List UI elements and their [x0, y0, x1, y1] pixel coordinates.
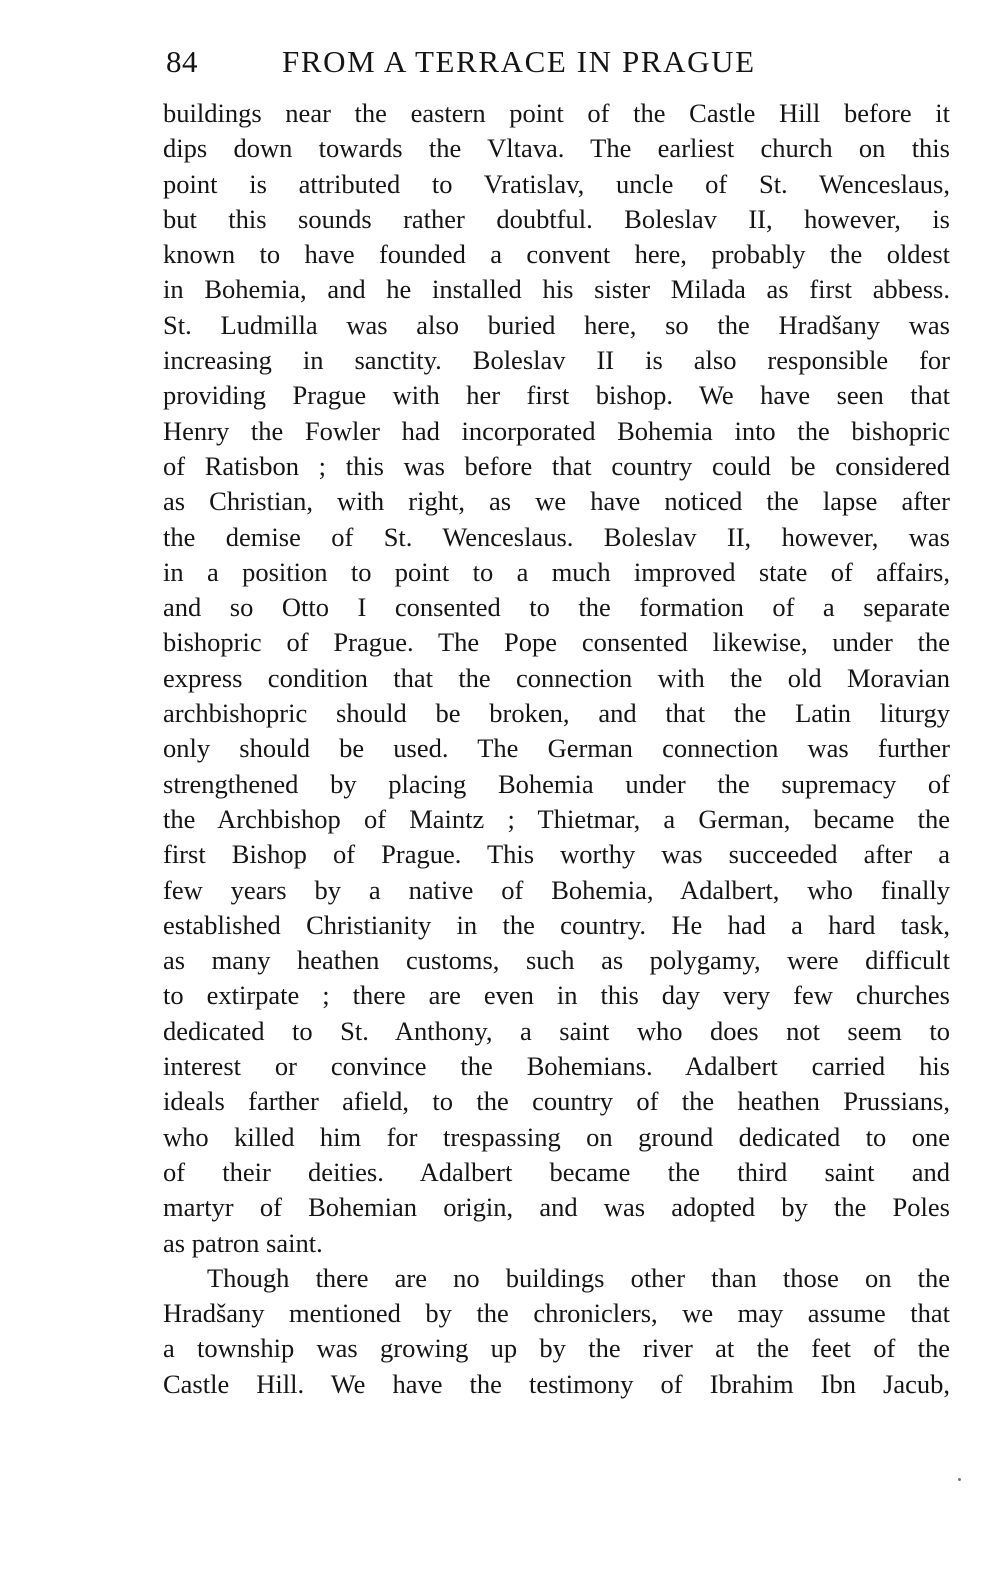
text-line: the Archbishop of Maintz ; Thietmar, a German, became the — [163, 803, 950, 834]
text-line: buildings near the eastern point of the Castle Hill before it — [163, 98, 950, 128]
text-line: as many heathen customs, such as polygamy, were difficult — [163, 945, 950, 976]
text-line: of their deities. Adalbert became the third saint and — [163, 1156, 950, 1187]
text-line: increasing in sanctity. Boleslav II is also responsible for — [163, 345, 950, 376]
text-line: dedicated to St. Anthony, a saint who does not seem to — [163, 1015, 950, 1046]
text-line: bishopric of Prague. The Pope consented likewise, under the — [163, 627, 950, 658]
text-line: a township was growing up by the river at the feet of the — [163, 1333, 950, 1364]
text-line: in a position to point to a much improved state of affairs, — [163, 556, 950, 587]
text-line: the demise of St. Wenceslaus. Boleslav II, however, was — [163, 521, 950, 552]
text-line: Hradšany mentioned by the chroniclers, we may assume that — [163, 1298, 950, 1329]
text-line: Though there are no buildings other than those on the — [207, 1262, 950, 1293]
text-line: Henry the Fowler had incorporated Bohemia into the bishopric — [163, 415, 950, 446]
text-line: point is attributed to Vratislav, uncle of St. Wenceslaus, — [163, 168, 950, 199]
paragraph-1 — [163, 96, 950, 1261]
paragraph-2 — [163, 1261, 950, 1402]
text-line: as Christian, with right, as we have noticed the lapse after — [163, 486, 950, 517]
text-line: martyr of Bohemian origin, and was adopted by the Poles — [163, 1192, 950, 1223]
text-line: first Bishop of Prague. This worthy was succeeded after a — [163, 839, 950, 870]
running-title: FROM A TERRACE IN PRAGUE — [282, 44, 756, 79]
body-text — [163, 96, 950, 1402]
page-number: 84 — [166, 44, 198, 79]
text-line: but this sounds rather doubtful. Boleslav II, however, is — [163, 203, 950, 234]
text-line: interest or convince the Bohemians. Adalbert carried his — [163, 1051, 950, 1082]
text-line: in Bohemia, and he installed his sister Milada as first abbess. — [163, 274, 950, 305]
text-line: as patron saint. — [163, 1227, 323, 1258]
text-line: archbishopric should be broken, and that the Latin liturgy — [163, 698, 950, 729]
scan-speck — [958, 1478, 961, 1481]
text-line: Castle Hill. We have the testimony of Ibrahim Ibn Jacub, — [163, 1368, 950, 1399]
text-line: providing Prague with her first bishop. We have seen that — [163, 380, 950, 411]
text-line: who killed him for trespassing on ground dedicated to one — [163, 1121, 950, 1152]
text-line: St. Ludmilla was also buried here, so the Hradšany was — [163, 309, 950, 340]
running-head — [166, 42, 951, 82]
text-line: and so Otto I consented to the formation of a separate — [163, 592, 950, 623]
text-line: to extirpate ; there are even in this day very few churches — [163, 980, 950, 1011]
text-line: few years by a native of Bohemia, Adalbert, who finally — [163, 874, 950, 905]
text-line: ideals farther afield, to the country of the heathen Prussians, — [163, 1086, 950, 1117]
text-line: dips down towards the Vltava. The earliest church on this — [163, 133, 950, 164]
text-line: of Ratisbon ; this was before that country could be considered — [163, 450, 950, 481]
text-line: express condition that the connection with the old Moravian — [163, 662, 950, 693]
text-line: only should be used. The German connection was further — [163, 733, 950, 764]
text-line: strengthened by placing Bohemia under the supremacy of — [163, 768, 950, 799]
text-line: established Christianity in the country. He had a hard task, — [163, 909, 950, 940]
text-line: known to have founded a convent here, probably the oldest — [163, 239, 950, 270]
